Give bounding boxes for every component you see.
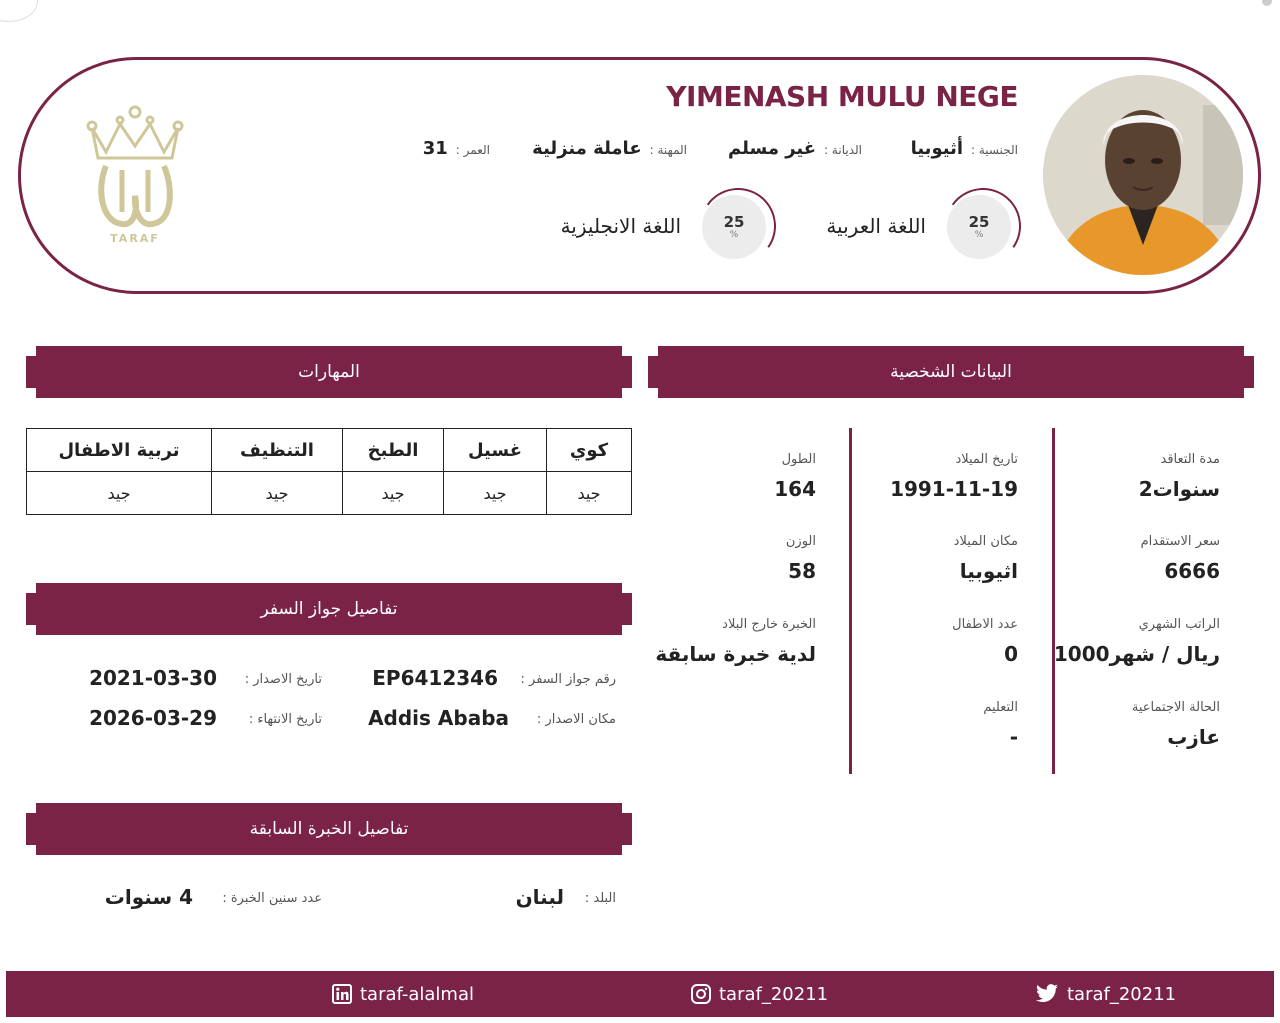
info-age: [423, 138, 490, 159]
issue-place-label: مكان الاصدار :: [536, 712, 616, 727]
worker-name: YIMENASH MULU NEGE: [666, 80, 1018, 113]
contract-label: مدة التعاقد: [1160, 452, 1220, 467]
years-label: عدد سنين الخبرة :: [222, 891, 322, 906]
passport-title: تفاصيل جواز السفر: [260, 599, 398, 619]
religion-label: الديانة :: [824, 143, 862, 157]
passport-number-label: رقم جواز السفر :: [520, 672, 616, 687]
children-value: 0: [1004, 642, 1018, 666]
skill-cleaning-level: جيد: [212, 472, 343, 515]
abroad-label: الخبرة خارج البلاد: [722, 617, 816, 632]
linkedin-handle: taraf-alalmal: [360, 983, 474, 1005]
expiry-label: تاريخ الانتهاء :: [248, 712, 322, 727]
instagram-link[interactable]: [691, 971, 828, 1017]
recruit-value: 6666: [1164, 559, 1220, 583]
nationality-label: الجنسية :: [971, 143, 1018, 157]
contract-value: 2سنوات: [1138, 477, 1220, 501]
decor-circle: [0, 0, 38, 22]
weight-value: 58: [788, 559, 816, 583]
language-english-unit: %: [729, 230, 739, 240]
skill-childcare: تربية الاطفال: [27, 429, 212, 472]
expiry-value: 2026-03-29: [89, 706, 217, 730]
abroad-value: لدية خبرة سابقة: [655, 642, 816, 666]
weight-label: الوزن: [785, 534, 816, 549]
height-label: الطول: [781, 452, 816, 467]
country-label: البلد :: [584, 891, 616, 906]
skill-ironing-level: جيد: [547, 472, 632, 515]
country-value: لبنان: [515, 885, 564, 909]
marital-label: الحالة الاجتماعية: [1131, 700, 1220, 715]
language-arabic-unit: %: [974, 230, 984, 240]
job-label: المهنة :: [649, 143, 687, 157]
age-value: 31: [422, 138, 448, 159]
divider-1: [1052, 428, 1055, 774]
dob-label: تاريخ الميلاد: [955, 452, 1018, 467]
language-english-score: 25: [723, 213, 745, 231]
pob-label: مكان الميلاد: [953, 534, 1018, 549]
skill-cooking-level: جيد: [343, 472, 444, 515]
info-job: [532, 138, 687, 159]
skill-ironing: كوي: [547, 429, 632, 472]
pob-value: اثيوبيا: [959, 559, 1018, 583]
twitter-link[interactable]: [1035, 971, 1176, 1017]
nationality-value: أثيوبيا: [910, 138, 964, 159]
language-arabic-score: 25: [968, 213, 990, 231]
personal-data-header: [648, 346, 1254, 398]
footer: [6, 971, 1274, 1017]
dob-value: 1991-11-19: [890, 477, 1018, 501]
skills-value-row: [27, 472, 632, 515]
linkedin-icon: [332, 984, 352, 1004]
personal-data-title: البيانات الشخصية: [890, 362, 1012, 382]
logo-text: TARAF: [110, 232, 160, 245]
education-label: التعليم: [983, 700, 1018, 715]
language-arabic: [945, 193, 1021, 269]
skill-childcare-level: جيد: [27, 472, 212, 515]
info-nationality: [911, 138, 1018, 159]
twitter-handle: taraf_20211: [1067, 983, 1177, 1005]
issue-date-label: تاريخ الاصدار :: [244, 672, 322, 687]
skill-cooking: الطبخ: [343, 429, 444, 472]
linkedin-link[interactable]: [332, 971, 474, 1017]
language-arabic-name: اللغة العربية: [826, 214, 926, 238]
language-english-name: اللغة الانجليزية: [560, 214, 681, 238]
salary-label: الراتب الشهري: [1138, 617, 1220, 632]
passport-header: [26, 583, 632, 635]
education-value: -: [1009, 725, 1018, 749]
divider-2: [849, 428, 852, 774]
skills-header-row: [27, 429, 632, 472]
experience-header: [26, 803, 632, 855]
issue-date-value: 2021-03-30: [89, 666, 217, 690]
years-value: 4 سنوات: [104, 885, 193, 909]
salary-value: 1000ريال / شهر: [1053, 642, 1220, 666]
religion-value: غير مسلم: [728, 138, 817, 159]
avatar: [1043, 75, 1243, 275]
skill-cleaning: التنظيف: [212, 429, 343, 472]
recruit-label: سعر الاستقدام: [1140, 534, 1220, 549]
marital-value: عازب: [1167, 725, 1220, 749]
instagram-icon: [691, 984, 711, 1004]
job-value: عاملة منزلية: [532, 138, 642, 159]
skills-table: [26, 428, 632, 515]
taraf-logo: [82, 100, 188, 250]
height-value: 164: [774, 477, 816, 501]
decor-dot: [1262, 0, 1272, 6]
language-english: [700, 193, 776, 269]
issue-place-value: Addis Ababa: [368, 706, 509, 730]
info-religion: [728, 138, 862, 159]
age-label: العمر :: [455, 143, 490, 157]
skills-header: [26, 346, 632, 398]
skill-washing-level: جيد: [444, 472, 547, 515]
experience-title: تفاصيل الخبرة السابقة: [249, 819, 409, 839]
skill-washing: غسيل: [444, 429, 547, 472]
twitter-icon: [1035, 984, 1059, 1004]
skills-title: المهارات: [298, 362, 360, 382]
instagram-handle: taraf_20211: [719, 983, 829, 1005]
children-label: عدد الاطفال: [952, 617, 1018, 632]
passport-number-value: EP6412346: [372, 666, 498, 690]
